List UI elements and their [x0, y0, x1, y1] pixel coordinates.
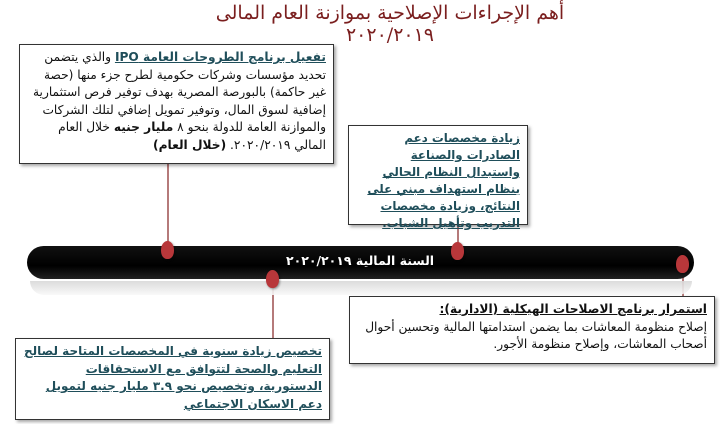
timeline-marker-structural	[676, 255, 689, 273]
connector-ipo	[167, 164, 169, 250]
ipo-amount: مليار جنيه	[113, 120, 174, 134]
exports-text: زيادة مخصصات دعم الصادرات والصناعة واستبدال النظام الحالي بنظام استهداف مبني على النتائج، وزيادة مخصصات التدريب وتأهيل الشباب.	[367, 131, 520, 230]
structural-text: إصلاح منظومة المعاشات بما يضمن استدامتها المالية وتحسين أحوال أصحاب المعاشات، وإصلاح منظومة الأجور.	[365, 319, 707, 351]
ipo-heading: تفعيل برنامج الطروحات العامة IPO	[114, 50, 326, 64]
ipo-text-2: خلال العام المالي ٢٠٢٠/٢٠١٩.	[58, 120, 326, 152]
structural-heading: استمرار برنامج الاصلاحات الهيكلية (الادارية):	[439, 302, 707, 316]
timeline-label: السنة المالية ٢٠٢٠/٢٠١٩	[285, 253, 435, 268]
timeline-marker-exports	[451, 242, 464, 260]
ipo-text-1: والذي يتضمن تحديد مؤسسات وشركات حكومية لطرح جزء منها (حصة غير حاكمة) بالبورصة المصرية بهدف توفير فرص استثمارية إضافية لسوق المال، وتوفير تمويل إضافي لتلك الشركات والموازنة العامة للدولة بنحو ٨	[33, 50, 326, 134]
timeline-marker-education	[266, 270, 279, 288]
reform-box-education	[15, 338, 330, 420]
page-title: أهم الإجراءات الإصلاحية بموازنة العام المالى ٢٠٢٠/٢٠١٩	[215, 2, 565, 46]
education-text: تخصيص زيادة سنوية في المخصصات المتاحة لصالح التعليم والصحة لتتوافق مع الاستحقاقات الدستورية، وتخصيص نحو ٣.٩ مليار جنيه لتمويل دعم الاسكان الاجتماعي	[24, 344, 322, 411]
ipo-note: (خلال العام)	[153, 137, 227, 152]
reform-box-structural	[349, 296, 715, 364]
reform-box-ipo	[19, 44, 334, 164]
reform-box-exports	[348, 125, 528, 230]
timeline-bar-reflection	[30, 281, 692, 295]
timeline-marker-ipo	[161, 241, 174, 259]
